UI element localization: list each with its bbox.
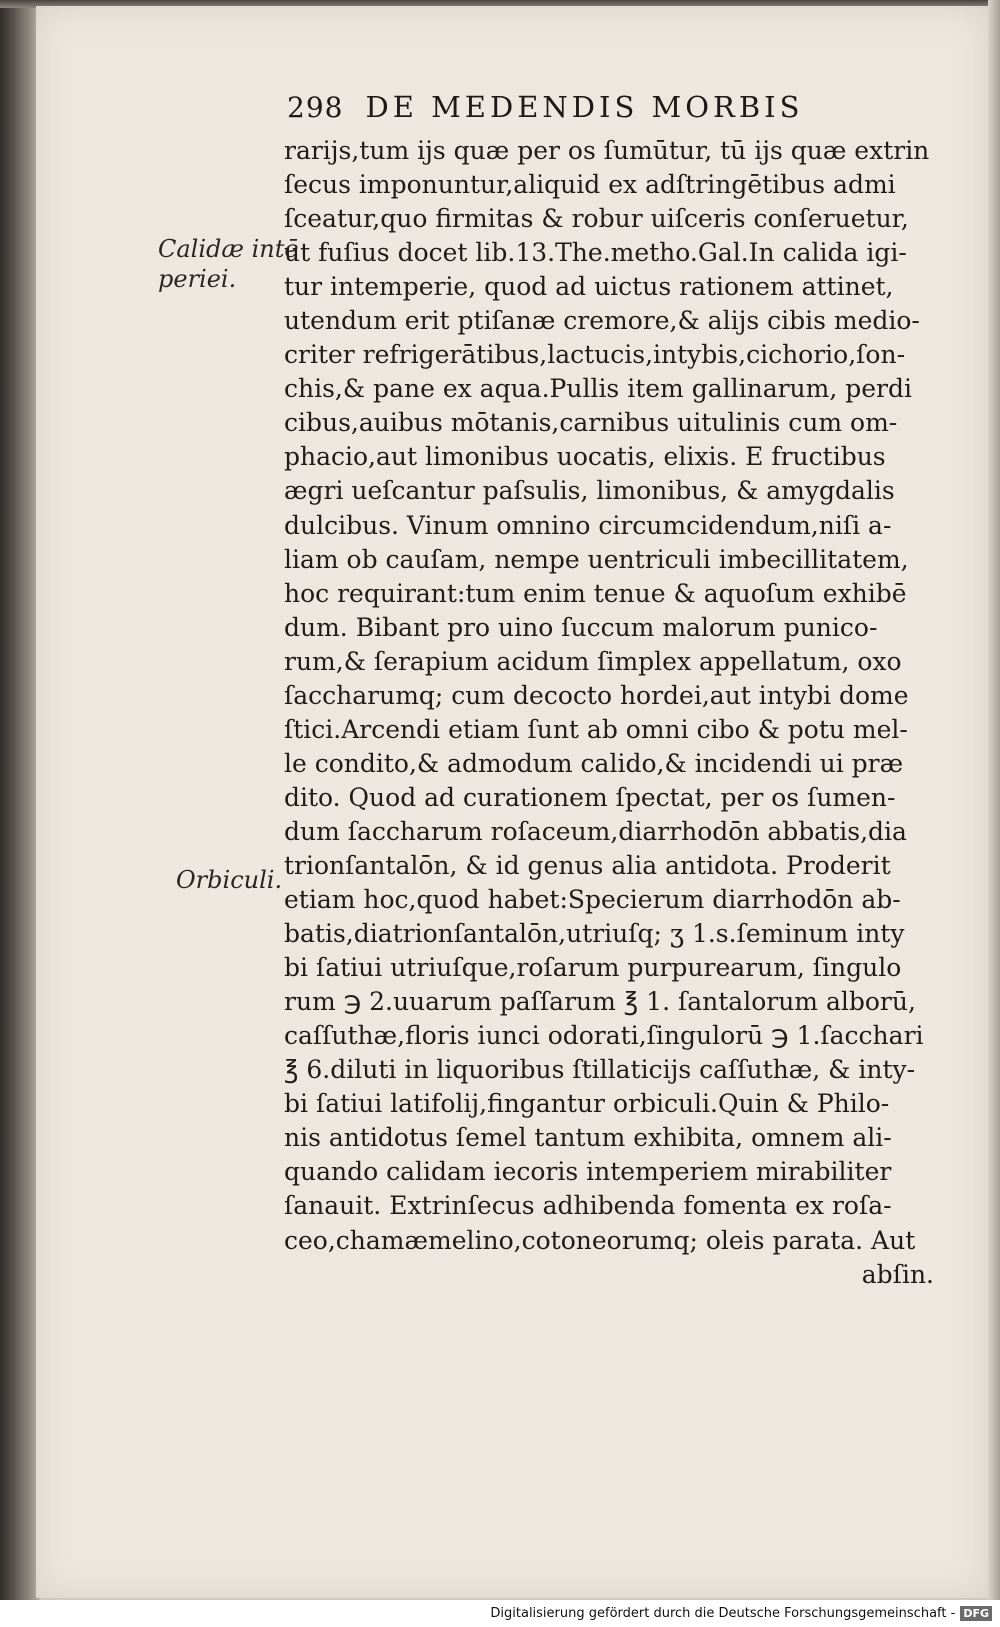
text-line: ſtici.Arcendi etiam ſunt ab omni cibo & potu mel- xyxy=(284,714,908,744)
text-line: quando calidam iecoris intemperiem mirabiliter xyxy=(284,1157,892,1187)
text-line: dulcibus. Vinum omnino circumcidendum,niſi a- xyxy=(284,510,892,540)
text-line: rum,& ſerapium acidum ſimplex appellatum, oxo xyxy=(284,646,902,676)
text-line: utendum erit ptiſanæ cremore,& alijs cibis medio- xyxy=(284,306,920,336)
text-line: rum ℈ 2.uuarum paſſarum ℥ 1. ſantalorum alborū, xyxy=(284,987,916,1017)
digitization-footer xyxy=(0,1600,1000,1627)
text-line: ℥ 6.diluti in liquoribus ſtillaticijs caſſuthæ, & inty- xyxy=(284,1055,916,1085)
text-line: ſceatur,quo firmitas & robur uiſceris conſeruetur, xyxy=(284,204,909,234)
dfg-logo: DFG xyxy=(960,1606,992,1621)
text-line: trionſantalōn, & id genus alia antidota. Proderit xyxy=(284,850,891,880)
text-line: phacio,aut limonibus uocatis, elixis. E fructibus xyxy=(284,442,886,472)
text-line: ægri ueſcantur paſsulis, limonibus, & amygdalis xyxy=(284,476,895,506)
body-text xyxy=(284,134,934,1292)
left-edge-shadow xyxy=(0,8,40,1600)
catchword: abſin. xyxy=(861,1259,934,1289)
right-edge-strip xyxy=(988,0,1000,1600)
text-line: bi ſatiui latifolij,fingantur orbiculi.Quin & Philo- xyxy=(284,1089,890,1119)
text-line: le condito,& admodum calido,& incidendi ui præ xyxy=(284,748,904,778)
text-line: dum ſaccharum roſaceum,diarrhodōn abbatis,dia xyxy=(284,816,907,846)
text-line: chis,& pane ex aqua.Pullis item gallinarum, perdi xyxy=(284,374,913,404)
text-line: dum. Bibant pro uino ſuccum malorum punico- xyxy=(284,612,878,642)
margin-note-calidae xyxy=(158,234,299,294)
text-line: nis antidotus ſemel tantum exhibita, omnem ali- xyxy=(284,1123,892,1153)
text-line: dito. Quod ad curationem ſpectat, per os ſumen- xyxy=(284,782,896,812)
margin-note-orbiculi: Orbiculi. xyxy=(176,866,283,894)
text-line: ſaccharumq; cum decocto hordei,aut intybi dome xyxy=(284,680,909,710)
text-line: tur intemperie, quod ad uictus rationem attinet, xyxy=(284,272,894,302)
margin-note-line: Calidæ intē xyxy=(158,235,299,263)
text-line: ut fuſius docet lib.13.The.metho.Gal.In calida igi- xyxy=(284,238,907,268)
text-line: liam ob cauſam, nempe uentriculi imbecillitatem, xyxy=(284,544,909,574)
page-number: 298 xyxy=(287,91,344,124)
text-line: batis,diatrionſantalōn,utriuſq; ʒ 1.s.ſeminum inty xyxy=(284,919,905,949)
text-line: etiam hoc,quod habet:Specierum diarrhodōn ab- xyxy=(284,885,901,915)
text-line: cibus,auibus mōtanis,carnibus uitulinis cum om- xyxy=(284,408,898,438)
text-line: hoc requirant:tum enim tenue & aquoſum exhibē xyxy=(284,578,907,608)
text-line: ſecus imponuntur,aliquid ex adſtringētibus admi xyxy=(284,170,896,200)
text-line: ſanauit. Extrinſecus adhibenda fomenta ex roſa- xyxy=(284,1191,892,1221)
running-title: DE MEDENDIS MORBIS xyxy=(365,90,804,124)
text-line: caſſuthæ,floris iunci odorati,ſingulorū ℈ 1.ſacchari xyxy=(284,1021,924,1051)
text-line: ceo,chamæmelino,cotoneorumq; oleis parata. Aut xyxy=(284,1225,916,1255)
text-line: rarijs,tum ijs quæ per os ſumūtur, tū ijs quæ extrin xyxy=(284,136,930,165)
text-line: criter refrigerātibus,lactucis,intybis,cichorio,ſon- xyxy=(284,340,906,370)
page-header xyxy=(287,90,927,130)
footer-credit: Digitalisierung gefördert durch die Deutsche Forschungsgemeinschaft - xyxy=(490,1606,956,1621)
text-line: bi ſatiui utriuſque,roſarum purpurearum, ſingulo xyxy=(284,953,902,983)
margin-note-line: periei. xyxy=(158,265,237,293)
